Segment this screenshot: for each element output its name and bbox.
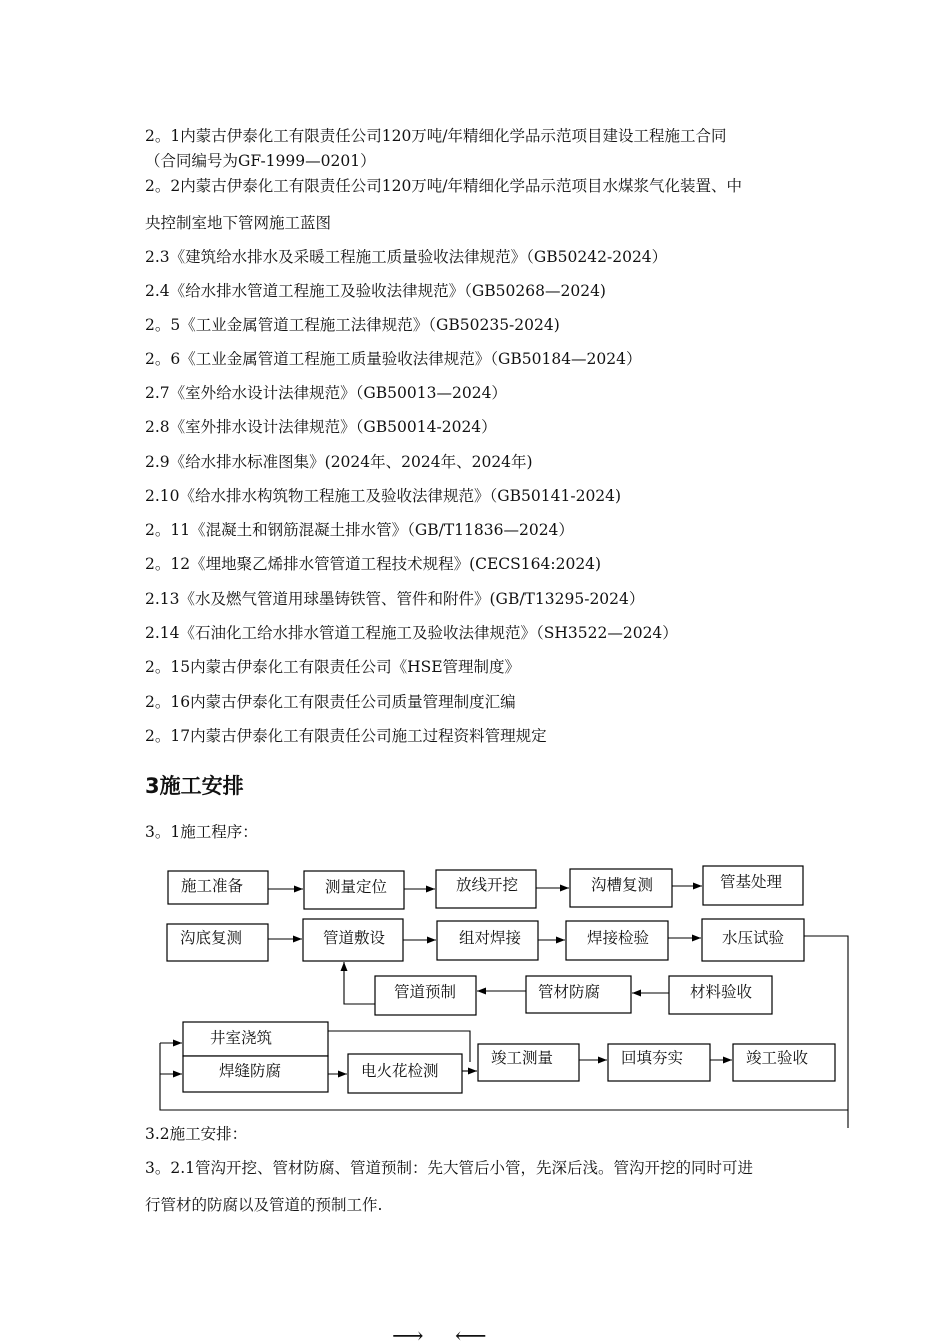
ref-line-19: 2。17内蒙古伊泰化工有限责任公司施工过程资料管理规定 (145, 727, 547, 745)
box-trench-check (570, 869, 672, 907)
box-backfill-label: 回填夯实 (621, 1049, 684, 1067)
box-prep (168, 871, 268, 904)
box-prefab-label: 管道预制 (394, 983, 457, 1001)
loop-pressure-return (804, 936, 848, 1128)
box-bottom-check (167, 924, 268, 961)
ref-line-10: 2.8《室外排水设计法律规范》（GB50014-2024） (145, 418, 497, 436)
ref-line-8: 2。6《工业金属管道工程施工质量验收法律规范》（GB50184—2024） (145, 350, 642, 368)
bottom-arrow-left-icon: ⟵ (455, 1330, 487, 1344)
box-pressure-label: 水压试验 (722, 929, 785, 947)
ref-line-16: 2.14《石油化工给水排水管道工程施工及验收法律规范》（SH3522—2024） (145, 624, 678, 642)
box-weld-label: 组对焊接 (459, 929, 522, 947)
box-pressure (702, 919, 804, 961)
ref-line-17: 2。15内蒙古伊泰化工有限责任公司《HSE管理制度》 (145, 658, 521, 676)
arrow-prefab-laying (344, 962, 375, 1004)
ref-line-18: 2。16内蒙古伊泰化工有限责任公司质量管理制度汇编 (145, 693, 516, 711)
ref-line-6: 2.4《给水排水管道工程施工及验收法律规范》（GB50268—2024) (145, 282, 606, 300)
box-layout-dig (436, 870, 536, 908)
ref-line-7: 2。5《工业金属管道工程施工法律规范》（GB50235-2024) (145, 316, 560, 334)
box-weld (437, 921, 538, 960)
ref-line-1: 2。1内蒙古伊泰化工有限责任公司120万吨/年精细化学品示范项目建设工程施工合同 (145, 127, 727, 145)
section-title: 3施工安排 (145, 774, 244, 798)
box-seam-label: 焊缝防腐 (219, 1062, 282, 1080)
box-acceptance (733, 1044, 835, 1081)
ref-line-9: 2.7《室外给水设计法律规范》（GB50013—2024） (145, 384, 507, 402)
box-trench-check-label: 沟槽复测 (591, 876, 654, 894)
box-base (703, 866, 803, 905)
bottom-arrow-right-icon: ⟶ (392, 1330, 424, 1344)
box-anticorr (526, 976, 631, 1013)
ref-line-11: 2.9《给水排水标准图集》(2024年、2024年、2024年) (145, 453, 533, 471)
box-final-survey (478, 1044, 579, 1081)
box-backfill (608, 1044, 710, 1081)
ref-line-3: 2。2内蒙古伊泰化工有限责任公司120万吨/年精细化学品示范项目水煤浆气化装置、中 (145, 177, 743, 195)
box-base-label: 管基处理 (720, 873, 783, 891)
box-layout-dig-label: 放线开挖 (456, 876, 519, 894)
subsection-procedure: 3。1施工程序： (145, 823, 258, 841)
box-survey-label: 测量定位 (325, 878, 388, 896)
box-weld-check-label: 焊接检验 (587, 929, 650, 947)
box-laying (303, 919, 403, 961)
box-material (669, 976, 772, 1014)
box-bottom-check-label: 沟底复测 (180, 929, 243, 947)
box-prefab (375, 976, 476, 1015)
ref-line-2: （合同编号为GF-1999—0201） (145, 152, 376, 170)
ref-line-15: 2.13《水及燃气管道用球墨铸铁管、管件和附件》(GB/T13295-2024） (145, 590, 645, 608)
subsection-arrangement: 3.2施工安排： (145, 1125, 248, 1143)
box-spark (348, 1054, 462, 1093)
box-material-label: 材料验收 (690, 983, 753, 1001)
paragraph-line-2: 行管材的防腐以及管道的预制工作. (145, 1196, 383, 1214)
ref-line-13: 2。11《混凝土和钢筋混凝土排水管》（GB/T11836—2024） (145, 521, 574, 539)
ref-line-4: 央控制室地下管网施工蓝图 (145, 214, 332, 232)
box-well-label: 井室浇筑 (210, 1029, 273, 1047)
box-final-survey-label: 竣工测量 (491, 1049, 554, 1067)
ref-line-12: 2.10《给水排水构筑物工程施工及验收法律规范》（GB50141-2024) (145, 487, 622, 505)
box-anticorr-label: 管材防腐 (538, 983, 601, 1001)
box-weld-check (566, 921, 668, 960)
box-well (183, 1022, 328, 1056)
box-survey (304, 871, 404, 909)
paragraph-line-1: 3。2.1管沟开挖、管材防腐、管道预制：先大管后小管，先深后浅。管沟开挖的同时可进 (145, 1159, 754, 1177)
box-seam (183, 1056, 328, 1092)
ref-line-5: 2.3《建筑给水排水及采暖工程施工质量验收法律规范》（GB50242-2024） (145, 248, 668, 266)
box-acceptance-label: 竣工验收 (746, 1049, 809, 1067)
box-prep-label: 施工准备 (181, 877, 244, 895)
ref-line-14: 2。12《埋地聚乙烯排水管管道工程技术规程》(CECS164:2024) (145, 555, 602, 573)
box-laying-label: 管道敷设 (323, 929, 386, 947)
box-spark-label: 电火花检测 (361, 1062, 439, 1080)
